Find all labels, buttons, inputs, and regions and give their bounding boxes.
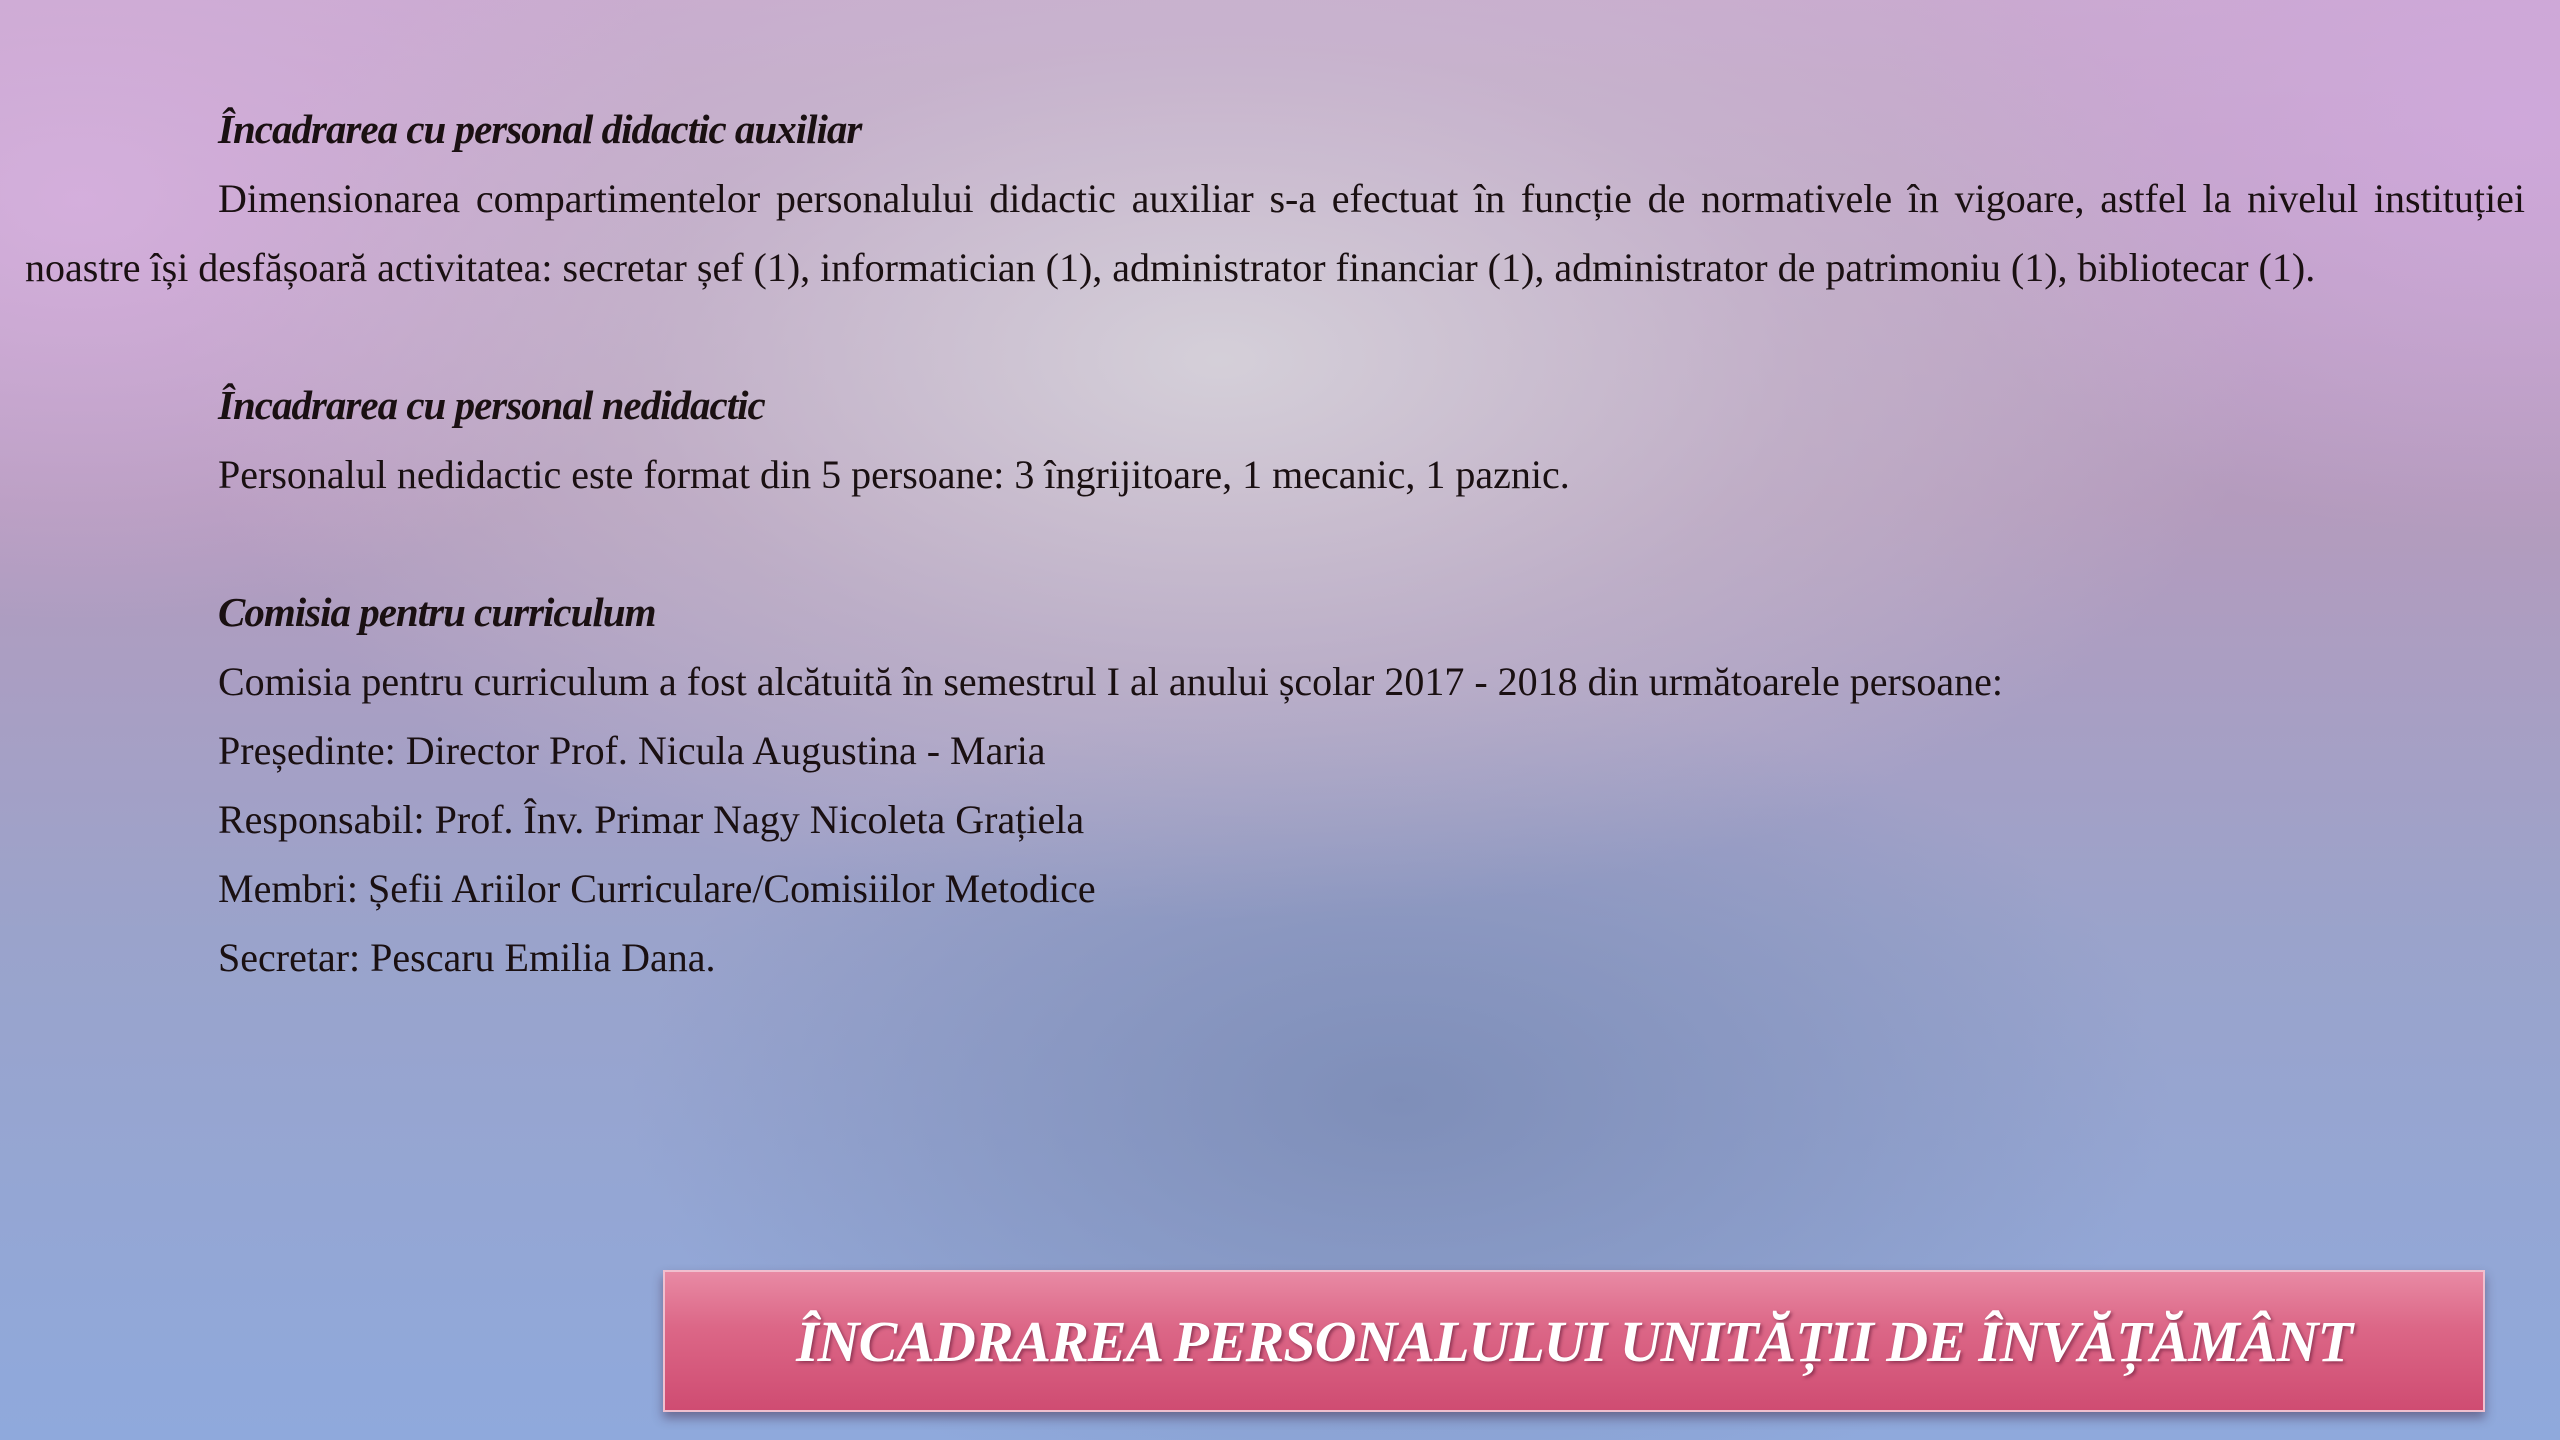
- section-heading: Încadrarea cu personal nedidactic: [218, 382, 765, 428]
- section-paragraph: Dimensionarea compartimentelor personalului didactic auxiliar s-a efectuat în funcție de normativele în vigoare, astfel la nivelul instituției noastre își desfășoară activitatea: secretar șef (1), informatician (1), administrator financiar (1), administrator de patrimoniu (1), bibliotecar (1).: [25, 176, 2525, 290]
- spacer: [25, 302, 2525, 371]
- slide-content: [25, 95, 2525, 992]
- slide-title: ÎNCADRAREA PERSONALULUI UNITĂȚII DE ÎNVĂȚĂMÂNT: [796, 1308, 2352, 1374]
- section-auxiliary-staff: [25, 95, 2525, 302]
- section-paragraph: Personalul nedidactic este format din 5 persoane: 3 îngrijitoare, 1 mecanic, 1 paznic.: [218, 452, 1570, 497]
- committee-president: Președinte: Director Prof. Nicula Augustina - Maria: [218, 728, 1046, 773]
- spacer: [25, 509, 2525, 578]
- section-heading: Încadrarea cu personal didactic auxiliar: [218, 106, 862, 152]
- committee-secretary: Secretar: Pescaru Emilia Dana.: [218, 935, 716, 980]
- committee-intro: Comisia pentru curriculum a fost alcătuită în semestrul I al anului școlar 2017 - 2018 din următoarele persoane:: [218, 659, 2004, 704]
- committee-responsible: Responsabil: Prof. Înv. Primar Nagy Nicoleta Grațiela: [218, 797, 1085, 842]
- section-non-teaching-staff: [25, 371, 2525, 509]
- committee-members: Membri: Șefii Ariilor Curriculare/Comisiilor Metodice: [218, 866, 1096, 911]
- title-banner: [663, 1270, 2485, 1412]
- section-heading: Comisia pentru curriculum: [218, 589, 656, 635]
- section-curriculum-committee: [25, 578, 2525, 992]
